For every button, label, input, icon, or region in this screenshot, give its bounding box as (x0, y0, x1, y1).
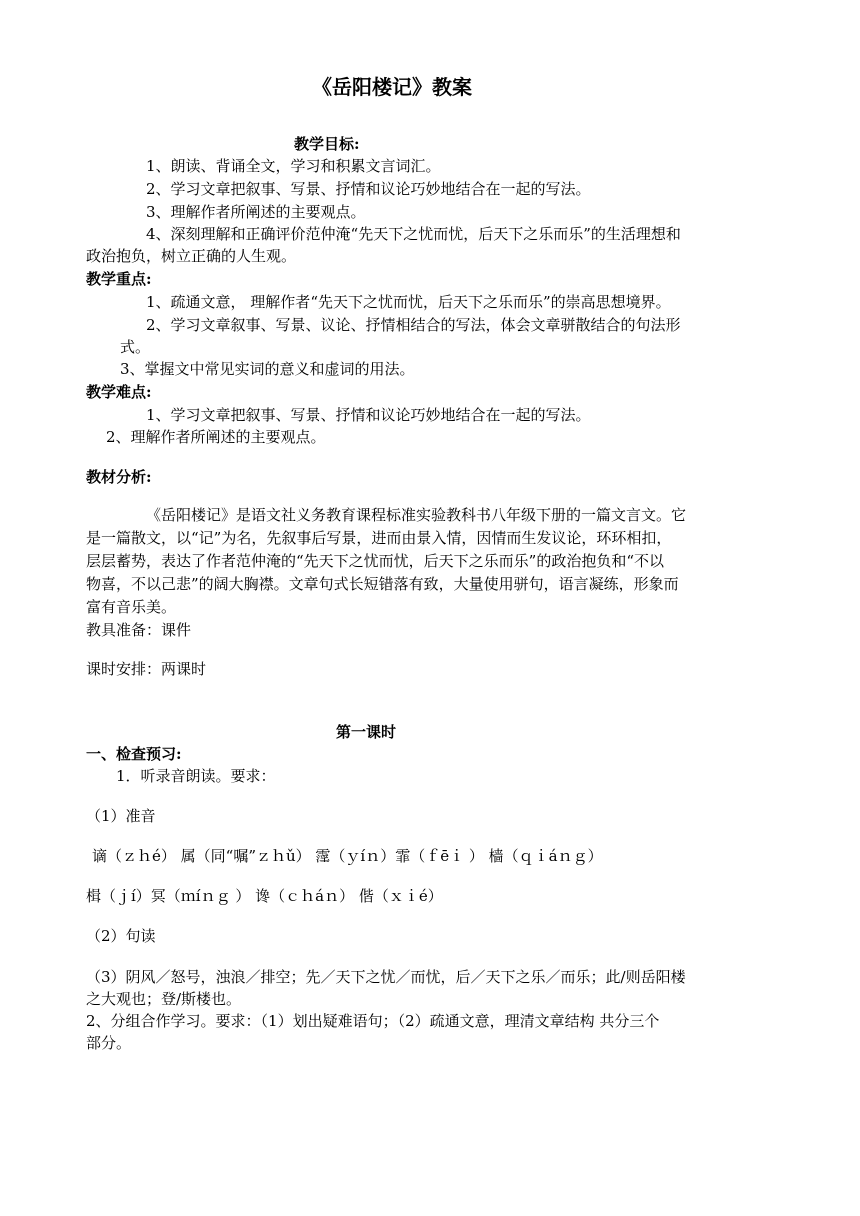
key-point-item-continued: 式。 (120, 338, 151, 356)
exercise-item: 1．听录音朗读。要求： (116, 767, 276, 785)
sub-item: （3）阴风／怒号，浊浪／排空；先／天下之忧／而忧，后／天下之乐／而乐；此/则岳阳楼 (86, 968, 686, 986)
exercise-item-continued: 部分。 (86, 1034, 132, 1052)
difficulty-item: 2、理解作者所阐述的主要观点。 (106, 428, 326, 446)
document-title: 《岳阳楼记》教案 (312, 75, 472, 99)
key-point-item: 2、学习文章叙事、写景、议论、抒情相结合的写法，体会文章骈散结合的句法形 (146, 316, 681, 334)
analysis-line: 富有音乐美。 (86, 598, 177, 616)
sub-item-continued: 之大观也；登/斯楼也。 (86, 990, 242, 1008)
objective-item-continued: 政治抱负，树立正确的人生观。 (86, 247, 297, 265)
difficulty-item: 1、学习文章把叙事、写景、抒情和议论巧妙地结合在一起的写法。 (146, 406, 591, 424)
key-point-item: 1、疏通文意， 理解作者“先天下之忧而忧，后天下之乐而乐”的崇高思想境界。 (146, 293, 671, 311)
sub-item: （1）准音 (86, 807, 156, 825)
analysis-heading: 教材分析: (86, 468, 152, 486)
objective-item: 3、理解作者所阐述的主要观点。 (146, 203, 366, 221)
pinyin-line: 谪（ｚｈé） 属（同“嘱”ｚｈǔ） 霪（ｙíｎ）霏（ｆēｉ ） 樯（ｑｉáｎｇ） (92, 847, 603, 865)
analysis-line: 《岳阳楼记》是语文社义务教育课程标准实验教科书八年级下册的一篇文言文。它 (146, 506, 687, 524)
objective-item: 2、学习文章把叙事、写景、抒情和议论巧妙地结合在一起的写法。 (146, 180, 591, 198)
objective-item: 4、深刻理解和正确评价范仲淹“先天下之忧而忧，后天下之乐而乐”的生活理想和 (146, 225, 681, 243)
objective-item: 1、朗读、背诵全文，学习和积累文言词汇。 (146, 157, 441, 175)
objectives-heading: 教学目标: (294, 135, 360, 153)
tools-line: 教具准备：课件 (86, 621, 192, 639)
pinyin-line: 楫（ｊí）冥（ｍíｎｇ ） 谗（ｃｈáｎ） 偕（ｘｉé） (86, 887, 443, 905)
key-points-heading: 教学重点: (86, 270, 152, 288)
key-point-item: 3、掌握文中常见实词的意义和虚词的用法。 (120, 360, 415, 378)
analysis-line: 是一篇散文，以“记”为名，先叙事后写景，进而由景入情，因情而生发议论，环环相扣， (86, 529, 672, 547)
lesson-heading: 第一课时 (336, 723, 397, 741)
analysis-line: 物喜，不以己悲”的阔大胸襟。文章句式长短错落有致，大量使用骈句，语言凝练，形象而 (86, 575, 679, 593)
difficulties-heading: 教学难点: (86, 383, 152, 401)
analysis-line: 层层蓄势，表达了作者范仲淹的“先天下之忧而忧，后天下之乐而乐”的政治抱负和“不以 (86, 552, 665, 570)
section-heading: 一、检查预习: (86, 745, 182, 763)
sub-item: （2）句读 (86, 927, 156, 945)
schedule-line: 课时安排：两课时 (86, 660, 207, 678)
exercise-item: 2、分组合作学习。要求：（1）划出疑难语句；（2）疏通文意，理清文章结构 共分三个 (86, 1012, 660, 1030)
